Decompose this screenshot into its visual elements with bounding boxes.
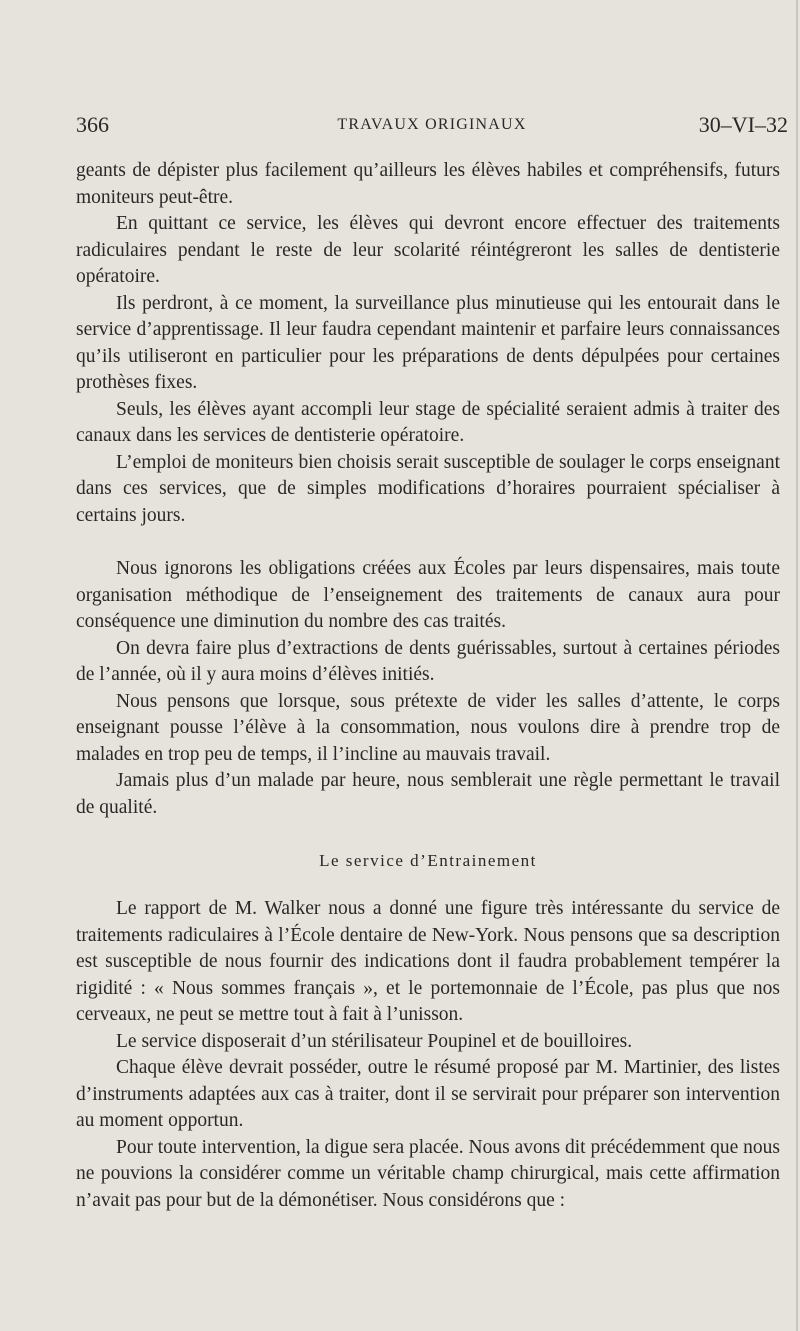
paragraph: Seuls, les élèves ayant accompli leur stage de spécialité seraient admis à traiter des canaux dans les services de dentisterie opératoire. — [76, 398, 780, 446]
page-number: 366 — [76, 112, 109, 137]
paragraph: L’emploi de moniteurs bien choisis serait susceptible de soulager le corps enseignant dans ces services, que de simples modifications d’horaires pourraient spécialiser à certains jours. — [76, 451, 780, 526]
paragraph: Ils perdront, à ce moment, la surveillance plus minutieuse qui les entourait dans le service d’apprentissage. Il leur faudra cependant maintenir et parfaire leurs connaissances qu’ils utiliseront en particulier pour les préparations de dents dépulpées pour certaines prothèses fixes. — [76, 292, 780, 393]
paragraph: En quittant ce service, les élèves qui devront encore effectuer des traitements radiculaires pendant le reste de leur scolarité réintégreront les salles de dentisterie opératoire. — [76, 213, 780, 287]
paragraph: Jamais plus d’un malade par heure, nous semblerait une règle permettant le travail de qualité. — [76, 770, 780, 818]
paragraph: Chaque élève devrait posséder, outre le résumé proposé par M. Martinier, des listes d’instruments adaptées aux cas à traiter, dont il se servirait pour préparer son intervention au moment opportun. — [76, 1057, 780, 1131]
page-body — [76, 158, 780, 1214]
paragraph: geants de dépister plus facilement qu’ailleurs les élèves habiles et compréhensifs, futurs moniteurs peut-être. — [76, 160, 780, 208]
header-date: 30–VI–32 — [698, 112, 788, 137]
running-title: TRAVAUX ORIGINAUX — [337, 116, 527, 133]
paragraph: Le rapport de M. Walker nous a donné une figure très intéressante du service de traitements radiculaires à l’École dentaire de New-York. Nous pensons que sa description est susceptible de nous fournir des indications dont il faudra probablement tempérer la rigidité : « Nous sommes français », et le portemonnaie de l’École, pas plus que nos cerveaux, ne peut se mettre tout à fait à l’unisson. — [76, 898, 780, 1025]
paragraph: Nous ignorons les obligations créées aux Écoles par leurs dispensaires, mais toute organisation méthodique de l’enseignement des traitements de canaux aura pour conséquence une diminution du nombre des cas traités. — [76, 558, 780, 632]
section-heading: Le service d’Entrainement — [319, 851, 537, 870]
paragraph: Le service disposerait d’un stérilisateur Poupinel et de bouilloires. — [116, 1030, 633, 1052]
page-edge-divider — [796, 0, 798, 1331]
paragraph: Nous pensons que lorsque, sous prétexte de vider les salles d’attente, le corps enseignant pousse l’élève à la consommation, nous voulons dire à prendre trop de malades en trop peu de temps, il l’incline au mauvais travail. — [76, 690, 780, 765]
running-header — [76, 112, 788, 142]
paragraph: Pour toute intervention, la digue sera placée. Nous avons dit précédemment que nous ne pouvions la considérer comme un véritable champ chirurgical, mais cette affirmation n’avait pas pour but de la démonétiser. Nous considérons que : — [76, 1136, 780, 1211]
paragraph: On devra faire plus d’extractions de dents guérissables, surtout à certaines périodes de l’année, où il y aura moins d’élèves initiés. — [76, 637, 780, 685]
